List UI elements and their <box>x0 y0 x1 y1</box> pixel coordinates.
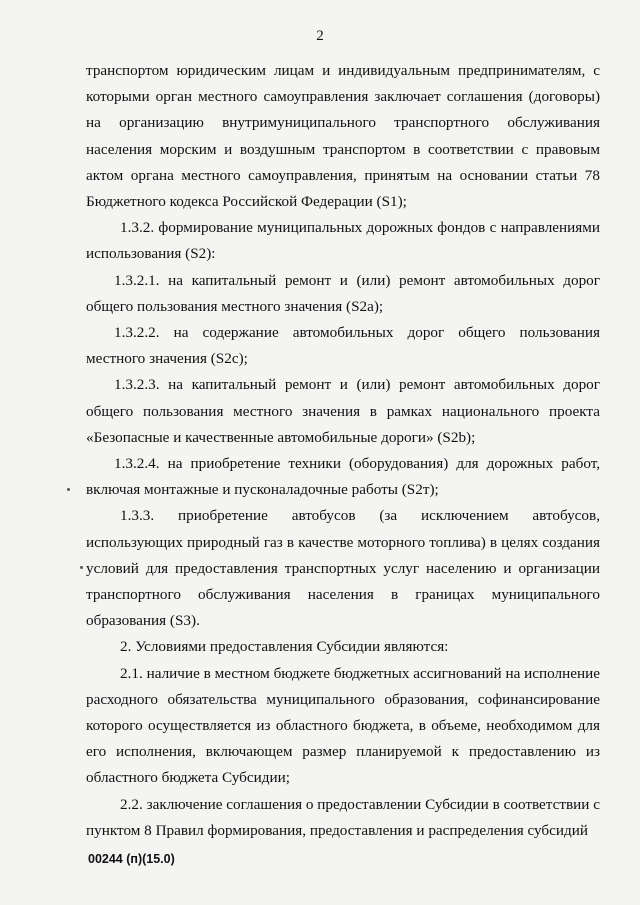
paragraph-1-3-2-3: 1.3.2.3. на капитальный ремонт и (или) ремонт автомобильных дорог общего пользования местного значения в рамках национального проекта «Безопасные и качественные автомобильные дороги» (S2b); <box>86 376 600 446</box>
paragraph-1-3-2-1: 1.3.2.1. на капитальный ремонт и (или) ремонт автомобильных дорог общего пользования местного значения (S2a); <box>86 271 600 315</box>
paragraph-2-1: 2.1. наличие в местном бюджете бюджетных ассигнований на исполнение расходного обязательства муниципального образования, софинансирование которого осуществляется из областного бюджета, в объеме, необходимом для его исполнения, включающем размер планируемой к предоставлению из областного бюджета Субсидии; <box>86 664 600 787</box>
scan-speck <box>80 566 83 569</box>
paragraph-2-2: 2.2. заключение соглашения о предоставлении Субсидии в соответствии с пунктом 8 Правил формирования, предоставления и распределения субсидий <box>86 795 600 839</box>
paragraph-s1-continuation: транспортом юридическим лицам и индивидуальным предпринимателям, с которыми орган местного самоуправления заключает соглашения (договоры) на организацию внутримуниципального транспортного обслуживания населения морским и воздушным транспортом в соответствии с правовым актом органа местного самоуправления, принятым на основании статьи 78 Бюджетного кодекса Российской Федерации (S1); <box>86 62 600 211</box>
paragraph-1-3-3: 1.3.3. приобретение автобусов (за исключением автобусов, использующих природный газ в качестве моторного топлива) в целях создания условий для предоставления транспортных услуг населению и организации транспортного обслуживания населения в границах муниципального образования (S3). <box>86 507 600 630</box>
scan-speck <box>67 488 70 491</box>
paragraph-1-3-2-4: 1.3.2.4. на приобретение техники (оборудования) для дорожных работ, включая монтажные и пусконаладочные работы (S2т); <box>86 455 600 499</box>
document-body <box>86 58 600 844</box>
document-code: 00244 (п)(15.0) <box>88 852 175 866</box>
paragraph-2: 2. Условиями предоставления Субсидии являются: <box>120 638 449 656</box>
paragraph-1-3-2-2: 1.3.2.2. на содержание автомобильных дорог общего пользования местного значения (S2c); <box>86 324 600 368</box>
paragraph-1-3-2: 1.3.2. формирование муниципальных дорожных фондов с направлениями использования (S2): <box>86 219 600 263</box>
page-number: 2 <box>316 28 324 44</box>
